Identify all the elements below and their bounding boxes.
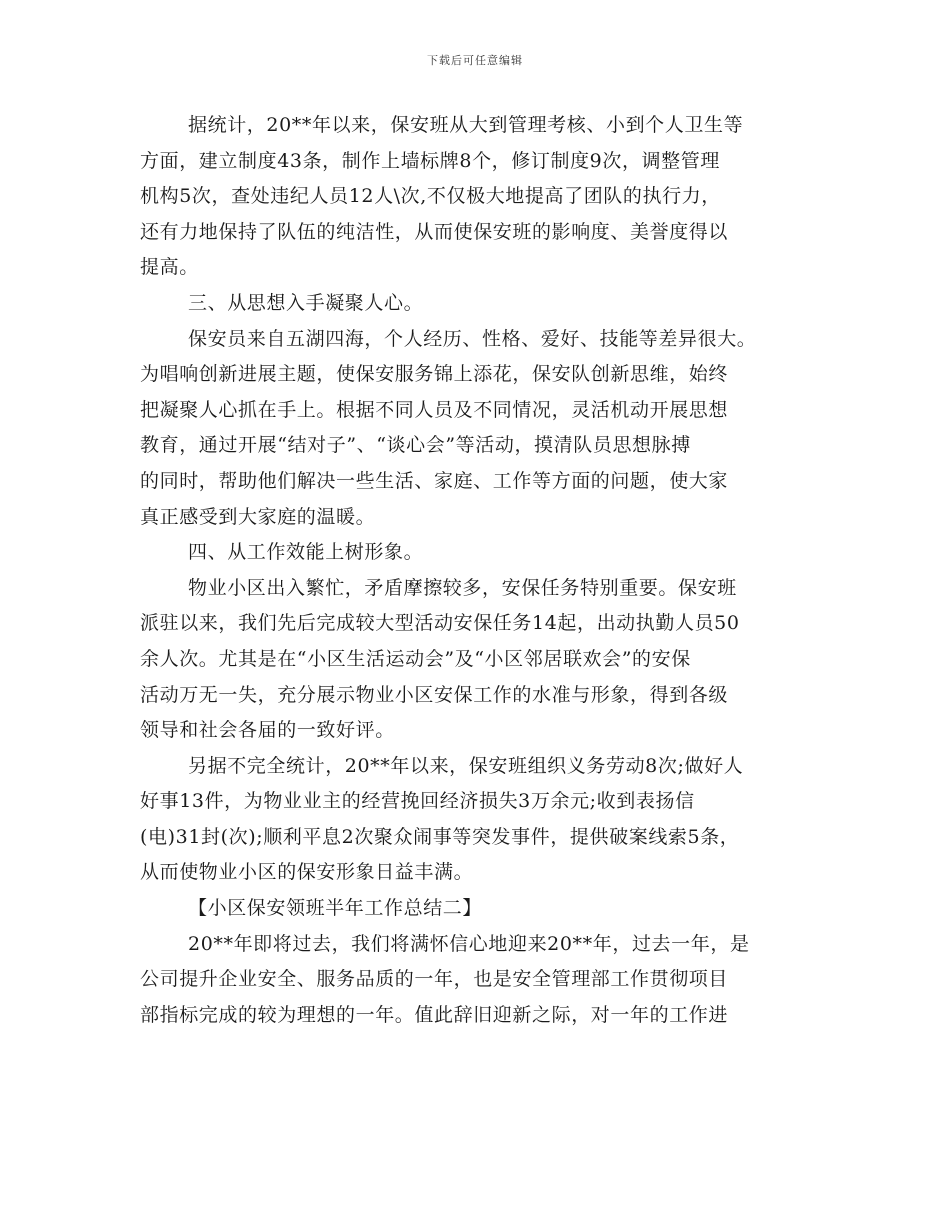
text-line: 的同时，帮助他们解决一些生活、家庭、工作等方面的问题，使大家: [140, 469, 729, 492]
section-heading: 三、从思想入手凝聚人心。: [188, 291, 424, 314]
article-title: 【小区保安领班半年工作总结二】: [188, 897, 483, 920]
text-line: 还有力地保持了队伍的纯洁性，从而使保安班的影响度、美誉度得以: [140, 220, 729, 243]
text-line: 机构5次，查处违纪人员12人\次,不仅极大地提高了团队的执行力，: [140, 185, 721, 208]
text-line: 派驻以来，我们先后完成较大型活动安保任务14起，出动执勤人员50: [140, 612, 740, 635]
text-line: 领导和社会各届的一致好评。: [140, 719, 395, 742]
document-body: [140, 108, 820, 1033]
text-line: (电)31封(次);顺利平息2次聚众闹事等突发事件，提供破案线索5条，: [140, 825, 740, 848]
text-line: 保安员来自五湖四海，个人经历、性格、爱好、技能等差异很大。: [188, 327, 757, 350]
text-line: 活动万无一失，充分展示物业小区安保工作的水准与形象，得到各级: [140, 683, 729, 706]
text-line: 教育，通过开展“结对子”、“谈心会”等活动，摸清队员思想脉搏: [140, 434, 691, 457]
text-line: 方面，建立制度43条，制作上墙标牌8个，修订制度9次，调整管理: [140, 149, 720, 172]
section-heading: 四、从工作效能上树形象。: [188, 541, 424, 564]
text-line: 另据不完全统计，20**年以来，保安班组织义务劳动8次;做好人: [188, 754, 744, 777]
text-line: 据统计，20**年以来，保安班从大到管理考核、小到个人卫生等: [188, 114, 744, 136]
text-line: 物业小区出入繁忙，矛盾摩擦较多，安保任务特别重要。保安班: [188, 576, 737, 599]
text-line: 提高。: [140, 256, 199, 279]
text-line: 20**年即将过去，我们将满怀信心地迎来20**年，过去一年，是: [188, 932, 750, 955]
text-line: 从而使物业小区的保安形象日益丰满。: [140, 861, 474, 884]
text-line: 余人次。尤其是在“小区生活运动会”及“小区邻居联欢会”的安保: [140, 647, 691, 670]
text-line: 部指标完成的较为理想的一年。值此辞旧迎新之际，对一年的工作进: [140, 1003, 729, 1026]
text-line: 为唱响创新进展主题，使保安服务锦上添花，保安队创新思维，始终: [140, 363, 729, 386]
text-line: 公司提升企业安全、服务品质的一年，也是安全管理部工作贯彻项目: [140, 968, 729, 991]
text-line: 把凝聚人心抓在手上。根据不同人员及不同情况，灵活机动开展思想: [140, 398, 729, 421]
text-line: 好事13件，为物业业主的经营挽回经济损失3万余元;收到表扬信: [140, 790, 695, 813]
page-header: 下载后可任意编辑: [427, 54, 523, 67]
text-line: 真正感受到大家庭的温暖。: [140, 505, 376, 528]
